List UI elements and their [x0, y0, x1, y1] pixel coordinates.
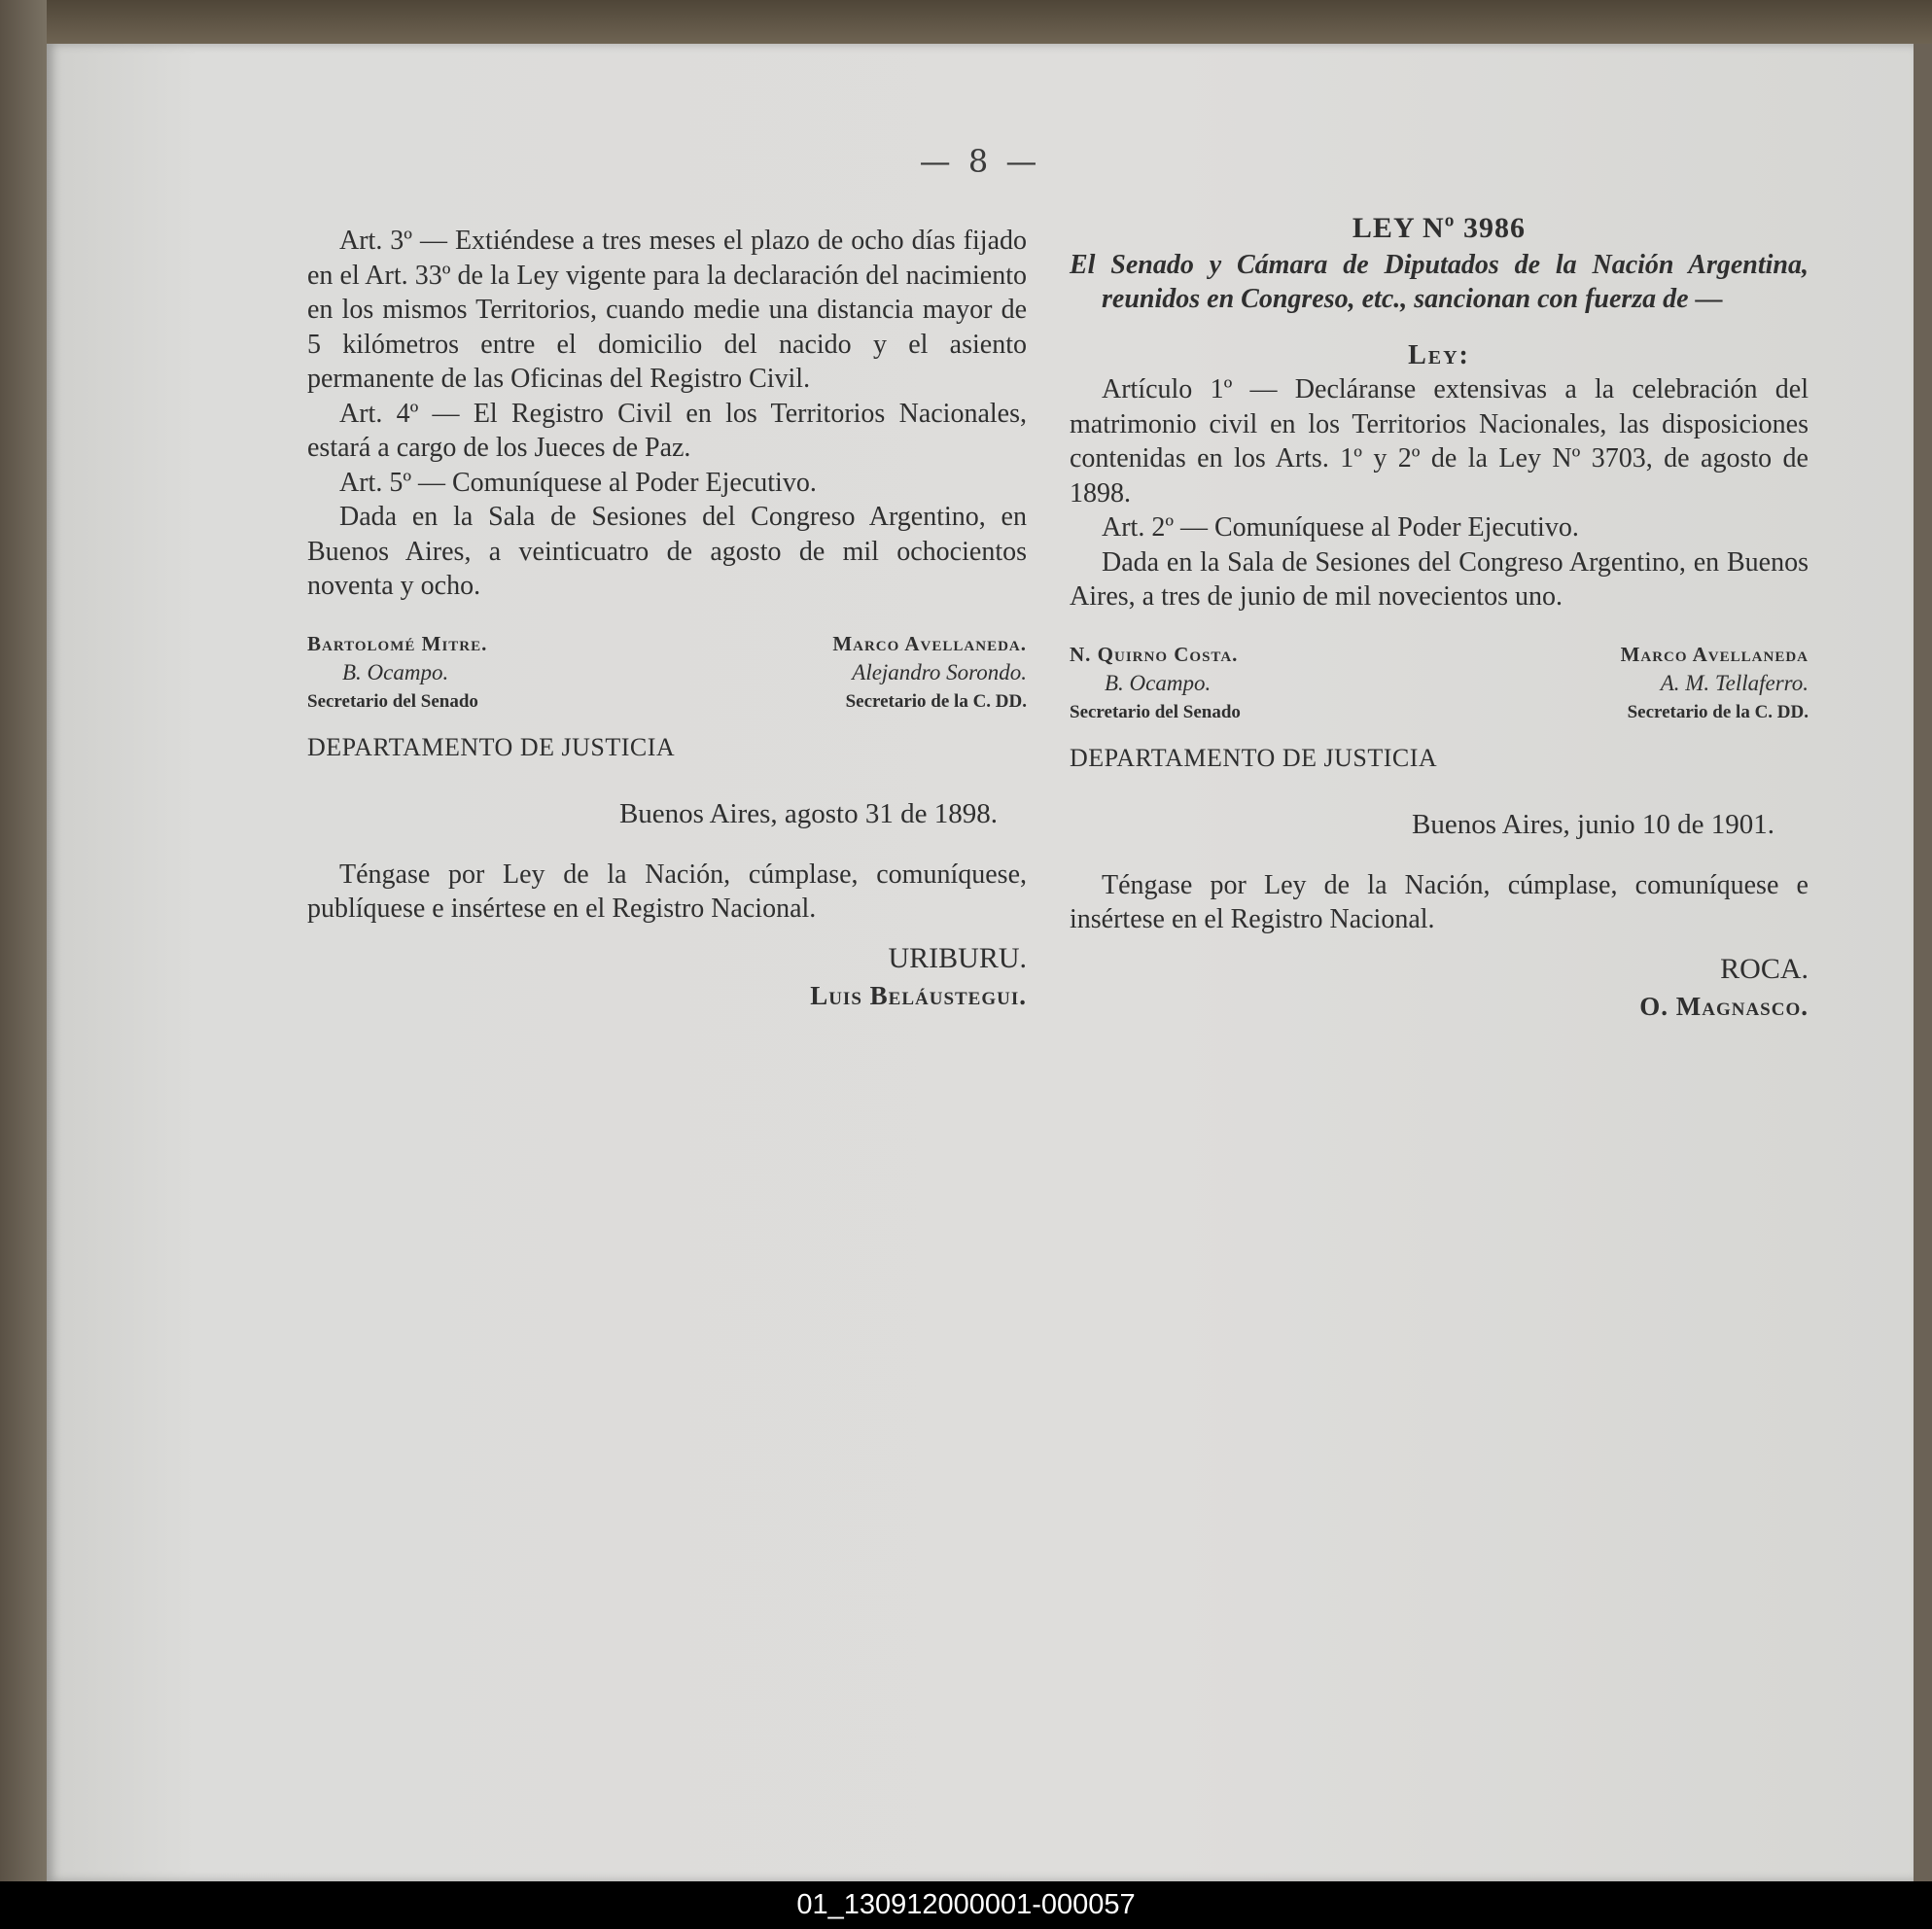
senate-secretary: B. Ocampo.	[1105, 670, 1212, 695]
senate-secretary: B. Ocampo.	[342, 659, 449, 684]
law-title: LEY Nº 3986	[1352, 212, 1527, 244]
article-2: Art. 2º — Comuníquese al Poder Ejecutivo.	[1102, 512, 1579, 543]
minister-signature: O. Magnasco.	[1639, 991, 1809, 1021]
executive-signatures	[1070, 951, 1809, 1025]
chamber-secretary-title: Secretario de la C. DD.	[845, 690, 1027, 712]
article-4: Art. 4º — El Registro Civil en los Territorios Nacionales, estará a cargo de los Jueces de Paz.	[307, 398, 1027, 463]
senate-signature	[1070, 640, 1241, 727]
scan-id-footer: 01_130912000001-000057	[0, 1881, 1932, 1929]
decree-date: Buenos Aires, agosto 31 de 1898.	[618, 798, 998, 829]
book-spine-edge	[0, 0, 47, 1881]
department-heading: DEPARTAMENTO DE JUSTICIA	[1070, 743, 1438, 772]
dada-paragraph: Dada en la Sala de Sesiones del Congreso Argentino, en Buenos Aires, a veinticuatro de agosto de mil ochocientos noventa y ocho.	[307, 502, 1027, 601]
ley-label: Ley:	[1408, 339, 1470, 370]
right-column	[1070, 211, 1809, 1025]
chamber-signature	[1621, 640, 1809, 727]
senate-secretary-title: Secretario del Senado	[1070, 701, 1241, 722]
book-cover-edge	[0, 0, 1932, 44]
senate-president: N. Quirno Costa.	[1070, 642, 1239, 666]
chamber-president: Marco Avellaneda.	[832, 631, 1027, 655]
senate-president: Bartolomé Mitre.	[307, 631, 488, 655]
preamble: El Senado y Cámara de Diputados de la Nación Argentina, reunidos en Congreso, etc., sancionan con fuerza de —	[1070, 249, 1809, 314]
chamber-signature	[832, 629, 1027, 717]
president-signature: URIBURU.	[888, 941, 1027, 974]
tengase-paragraph: Téngase por Ley de la Nación, cúmplase, comuníquese, publíquese e insértese en el Registro Nacional.	[307, 859, 1027, 924]
congress-signatures	[1070, 640, 1809, 727]
chamber-president: Marco Avellaneda	[1620, 642, 1809, 666]
article-5: Art. 5º — Comuníquese al Poder Ejecutivo.	[339, 467, 817, 498]
congress-signatures	[307, 629, 1027, 717]
department-heading: DEPARTAMENTO DE JUSTICIA	[307, 732, 676, 761]
tengase-paragraph: Téngase por Ley de la Nación, cúmplase, comuníquese e insértese en el Registro Nacional.	[1070, 869, 1809, 934]
decree-date: Buenos Aires, junio 10 de 1901.	[1412, 809, 1774, 840]
senate-secretary-title: Secretario del Senado	[307, 690, 478, 712]
chamber-secretary: A. M. Tellaferro.	[1660, 670, 1809, 695]
chamber-secretary-title: Secretario de la C. DD.	[1627, 701, 1809, 722]
chamber-secretary: Alejandro Sorondo.	[852, 659, 1027, 684]
executive-signatures	[307, 940, 1027, 1014]
page-number: — 8 —	[919, 143, 1041, 180]
senate-signature	[307, 629, 487, 717]
left-column	[307, 224, 1027, 1014]
president-signature: ROCA.	[1720, 952, 1809, 985]
article-3: Art. 3º — Extiéndese a tres meses el plazo de ocho días fijado en el Art. 33º de la Ley vigente para la declaración del nacimiento en los mismos Territorios, cuando medie una distancia mayor de 5 kilómetros entre el domicilio del nacido y el asiento permanente de las Oficinas del Registro Civil.	[307, 226, 1027, 394]
minister-signature: Luis Beláustegui.	[810, 980, 1027, 1010]
dada-paragraph: Dada en la Sala de Sesiones del Congreso Argentino, en Buenos Aires, a tres de junio de mil novecientos uno.	[1070, 546, 1809, 612]
article-1: Artículo 1º — Decláranse extensivas a la celebración del matrimonio civil en los Territorios Nacionales, las disposiciones contenidas en los Arts. 1º y 2º de la Ley Nº 3703, de agosto de 1898.	[1070, 374, 1809, 509]
document-page	[47, 44, 1914, 1881]
